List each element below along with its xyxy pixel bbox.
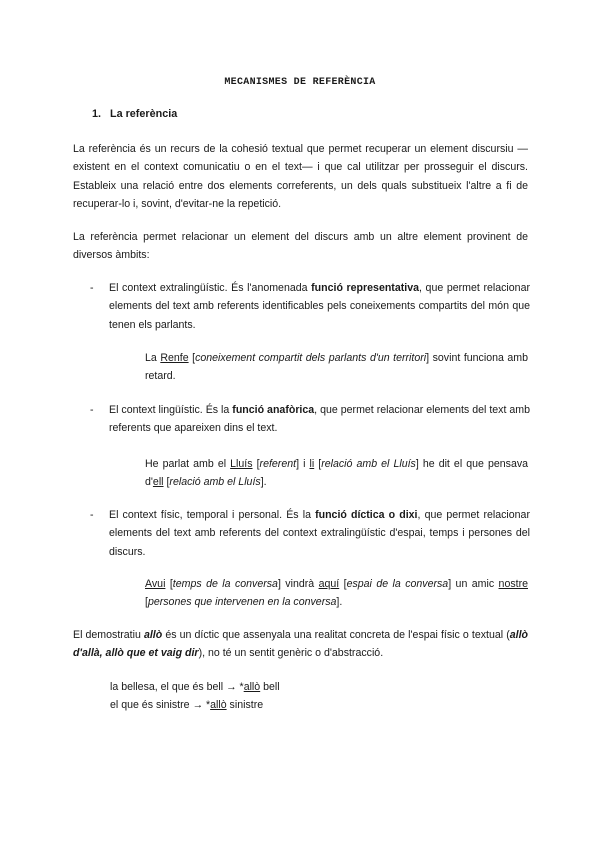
text-run: La: [145, 352, 161, 364]
text-run: , que permet relacionar elements del text amb referents del context extralingüístic d'espai, temps i persones del discurs.: [109, 509, 530, 558]
text-run: [: [165, 578, 173, 590]
italic-annotation: relació amb el Lluís: [169, 476, 261, 489]
bold-term: funció anafòrica: [232, 404, 315, 416]
text-run: , que permet relacionar elements del text amb referents identificables pels coneixements compartits del món que tenen els parlants.: [109, 282, 530, 331]
bullet-dash: -: [90, 509, 94, 521]
underlined-referent: ell: [152, 476, 164, 489]
text-run: [: [163, 476, 170, 489]
text-run: [: [314, 458, 322, 470]
example-line: [110, 696, 280, 714]
text-run: , que permet relacionar elements del text amb referents que apareixen dins el text.: [109, 404, 530, 435]
bullet-deictic: [90, 506, 530, 561]
text-run: ] vindrà: [277, 578, 319, 590]
bullet-dash: -: [90, 282, 94, 294]
bold-italic-term: allò d'allà, allò que et vaig dir: [73, 629, 528, 660]
text-run: El demostratiu: [73, 629, 144, 641]
intro-paragraph: La referència és un recurs de la cohesió textual que permet recuperar un element discursiu —existent en el context comunicatiu o en el text— i que cal utilitzar per prosseguir el discurs. Estableix una relació entre dos elements correferents, un dels quals substitueix l'altre a fi de recuperar-lo i, sovint, d'evitar-ne la repetició.: [73, 143, 528, 211]
text-run: [: [188, 352, 196, 364]
allo-paragraph: [73, 626, 528, 663]
text-run: El context lingüístic. És la: [109, 404, 233, 416]
section-heading: [92, 105, 177, 123]
text-run: ] he dit el que pensava d': [145, 458, 529, 489]
example-line: [110, 678, 280, 696]
underlined-referent: Renfe: [160, 352, 189, 364]
italic-annotation: persones que intervenen en la conversa: [147, 596, 337, 609]
underlined-referent: li: [309, 458, 315, 470]
text-run: He parlat amb el: [145, 458, 231, 470]
section-heading-text: La referència: [110, 108, 178, 120]
text-run: El context extralingüístic. És l'anomenada: [109, 282, 312, 294]
text-run: la bellesa, el que és bell → *: [110, 681, 244, 693]
text-run: ] un amic: [448, 578, 499, 590]
underlined-referent: aquí: [318, 578, 340, 590]
bullet-linguistic: [90, 401, 530, 438]
bold-term: funció díctica o dixi: [315, 509, 418, 521]
text-run: el que és sinistre → *: [110, 699, 211, 712]
italic-annotation: espai de la conversa: [346, 578, 449, 590]
example-lluis: [145, 455, 528, 492]
bullet-text: [109, 401, 530, 438]
text-run: [: [339, 578, 347, 590]
bold-term: funció representativa: [311, 282, 419, 294]
text-run: [: [145, 596, 148, 609]
document-title: MECANISMES DE REFERÈNCIA: [224, 77, 376, 88]
italic-annotation: relació amb el Lluís: [321, 458, 416, 470]
underlined-term: allò: [243, 681, 261, 693]
italic-annotation: coneixement compartit dels parlants d'un territori: [195, 352, 427, 364]
example-avui: [145, 575, 528, 612]
underlined-referent: Avui: [145, 578, 166, 590]
text-run: El context físic, temporal i personal. És la: [109, 509, 316, 521]
text-run: ].: [336, 596, 343, 609]
bullet-text: [109, 279, 530, 334]
scope-paragraph: La referència permet relacionar un element del discurs amb un altre element provinent de diversos àmbits:: [73, 231, 528, 262]
underlined-term: allò: [210, 699, 227, 712]
text-run: ] i: [296, 458, 310, 470]
underlined-referent: Lluís: [230, 458, 253, 470]
text-run: sinistre: [226, 699, 264, 712]
bold-italic-term: allò: [143, 629, 163, 641]
bullet-dash: -: [90, 404, 94, 416]
text-run: és un díctic que assenyala una realitat concreta de l'espai físic o textual (: [162, 629, 510, 641]
underlined-referent: nostre: [498, 578, 528, 590]
allo-examples: [110, 678, 280, 715]
text-run: [: [252, 458, 260, 470]
example-renfe: [145, 349, 528, 386]
section-number: 1.: [92, 108, 102, 120]
text-run: ].: [260, 476, 267, 489]
text-run: bell: [260, 681, 280, 693]
text-run: ), no té un sentit genèric o d'abstracció.: [198, 647, 384, 660]
bullet-extralinguistic: [90, 279, 530, 334]
italic-annotation: referent: [259, 458, 297, 470]
italic-annotation: temps de la conversa: [172, 578, 278, 590]
bullet-text: [109, 506, 530, 561]
text-run: ] sovint funciona amb retard.: [145, 352, 529, 383]
